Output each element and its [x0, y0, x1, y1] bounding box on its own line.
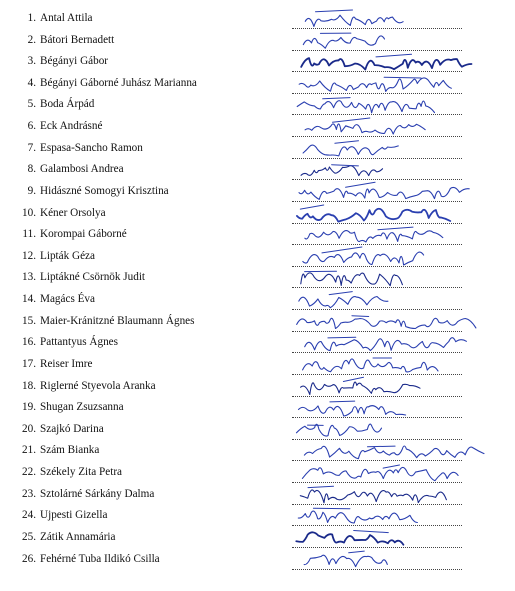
- signature-stroke: [303, 252, 424, 265]
- signature-stroke: [316, 10, 353, 12]
- signature-stroke: [300, 490, 446, 503]
- signature-stroke: [300, 205, 323, 209]
- entry-number: 16.: [22, 336, 36, 349]
- signature-stroke: [343, 377, 363, 381]
- entry-number: 11.: [22, 228, 36, 241]
- entry-number: 8.: [27, 163, 36, 176]
- entry-name: Magács Éva: [40, 293, 95, 306]
- signature-stroke: [354, 530, 389, 532]
- list-item: [0, 552, 515, 574]
- entry-number: 10.: [22, 206, 36, 219]
- entry-name: Szajkó Darina: [40, 422, 104, 435]
- entry-number: 13.: [22, 271, 36, 284]
- entry-name: Szám Bianka: [40, 444, 100, 457]
- entry-name: Fehérné Tuba Ildikó Csilla: [40, 552, 160, 565]
- signature-stroke: [305, 231, 443, 242]
- signature-stroke: [301, 273, 403, 286]
- entry-name: Maier-Kránitzné Blaumann Ágnes: [40, 314, 195, 327]
- entry-name: Liptákné Csörnök Judit: [40, 271, 146, 284]
- entry-name: Sztolárné Sárkány Dalma: [40, 487, 155, 500]
- signature-stroke: [333, 118, 370, 122]
- signature-stroke: [299, 297, 388, 308]
- signature-stroke: [329, 292, 352, 295]
- entry-name: Pattantyus Ágnes: [40, 336, 118, 349]
- entry-number: 15.: [22, 314, 36, 327]
- entry-number: 25.: [22, 530, 36, 543]
- entry-number: 22.: [22, 466, 36, 479]
- entry-name: Lipták Géza: [40, 249, 95, 262]
- handwritten-signature: [292, 546, 507, 574]
- signature-stroke: [349, 551, 365, 553]
- signature-stroke: [297, 208, 450, 221]
- entry-number: 12.: [22, 249, 36, 262]
- signature-stroke: [303, 145, 398, 156]
- entry-number: 20.: [22, 422, 36, 435]
- signature-stroke: [297, 318, 476, 328]
- entry-number: 17.: [22, 357, 36, 370]
- entry-name: Bégányi Gábor: [40, 55, 109, 68]
- signature-stroke: [299, 78, 451, 91]
- signature-stroke: [352, 315, 369, 316]
- entry-name: Boda Árpád: [40, 98, 95, 111]
- entry-number: 18.: [22, 379, 36, 392]
- entry-number: 6.: [27, 120, 36, 133]
- entry-name: Kéner Orsolya: [40, 206, 106, 219]
- entry-number: 7.: [27, 141, 36, 154]
- signature-stroke: [346, 182, 376, 187]
- entry-name: Eck Andrásné: [40, 120, 103, 133]
- signature-stroke: [296, 532, 403, 544]
- entry-name: Antal Attila: [40, 12, 93, 24]
- entry-name: Galambosi Andrea: [40, 163, 124, 176]
- signature-stroke: [304, 446, 484, 459]
- signature-stroke: [303, 36, 384, 48]
- signature-stroke: [302, 467, 458, 480]
- entry-name: Ujpesti Gizella: [40, 509, 108, 522]
- signature-stroke: [297, 424, 382, 436]
- signature-stroke: [383, 465, 399, 468]
- entry-number: 21.: [22, 444, 36, 457]
- entry-number: 1.: [27, 12, 36, 24]
- signature-stroke: [304, 555, 387, 566]
- entry-name: Bátori Bernadett: [40, 33, 115, 46]
- entry-number: 5.: [27, 98, 36, 111]
- signature-stroke: [308, 486, 334, 487]
- signature-stroke: [368, 446, 396, 447]
- entry-name: Székely Zita Petra: [40, 466, 123, 479]
- signature-stroke: [301, 166, 383, 176]
- entry-name: Riglerné Styevola Aranka: [40, 379, 156, 392]
- signature-stroke: [301, 58, 471, 69]
- signature-stroke: [330, 401, 355, 402]
- entry-number: 24.: [22, 509, 36, 522]
- signature-stroke: [323, 98, 350, 99]
- signature-stroke: [303, 359, 438, 372]
- entry-name: Shugan Zsuzsanna: [40, 401, 124, 414]
- entry-number: 23.: [22, 487, 36, 500]
- entry-number: 3.: [27, 55, 36, 68]
- signature-stroke: [322, 247, 362, 253]
- entry-number: 9.: [27, 184, 36, 197]
- entry-name: Korompai Gáborné: [40, 228, 127, 241]
- entry-name: Reiser Imre: [40, 357, 93, 370]
- signature-stroke: [335, 141, 359, 144]
- entry-name: Zátik Annamária: [40, 530, 116, 543]
- signature-stroke: [305, 338, 467, 351]
- signature-stroke: [328, 338, 356, 339]
- signature-stroke: [299, 187, 469, 199]
- entry-name: Espasa-Sancho Ramon: [40, 141, 143, 154]
- entry-number: 2.: [27, 33, 36, 46]
- entry-number: 14.: [22, 293, 36, 306]
- signature-stroke: [378, 227, 413, 230]
- signature-stroke: [376, 55, 412, 58]
- entry-number: 19.: [22, 401, 36, 414]
- entry-name: Bégányi Gáborné Juhász Marianna: [40, 76, 197, 89]
- signature-stroke: [332, 165, 359, 166]
- entry-name: Hidászné Somogyi Krisztina: [40, 184, 169, 197]
- signature-stroke: [299, 406, 406, 416]
- signature-stroke: [297, 101, 434, 113]
- signature-stroke: [298, 511, 417, 523]
- signature-stroke: [384, 77, 421, 78]
- signature-stroke: [313, 508, 350, 509]
- entry-number: 26.: [22, 552, 36, 565]
- entry-number: 4.: [27, 76, 36, 89]
- signature-stroke: [305, 15, 403, 26]
- signature-stroke: [301, 382, 420, 394]
- signature-stroke: [305, 124, 425, 134]
